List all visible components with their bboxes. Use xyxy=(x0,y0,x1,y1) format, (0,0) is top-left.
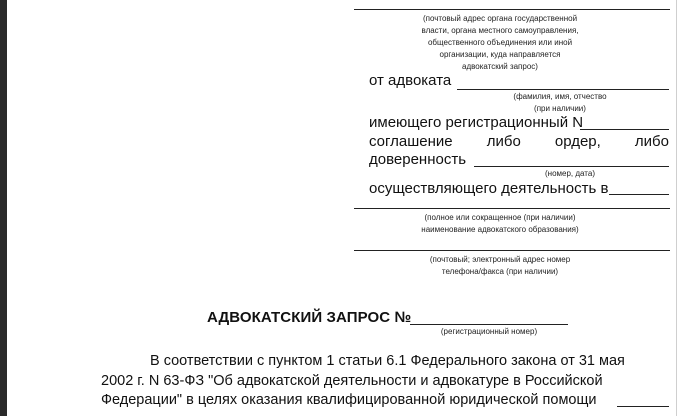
lawyer-name-line[interactable] xyxy=(457,89,669,90)
document-number-line[interactable] xyxy=(474,166,669,167)
organization-caption: (полное или сокращенное (при наличии) наименование адвокатского образования) xyxy=(421,213,579,234)
registration-number-line[interactable] xyxy=(580,129,669,130)
page-edge-left xyxy=(0,0,7,416)
body-line-2: 2002 г. N 63-ФЗ "Об адвокатской деятельности и адвокатуре в Российской xyxy=(101,373,603,389)
from-lawyer-label: от адвоката xyxy=(369,72,452,89)
request-number-line[interactable] xyxy=(410,324,568,325)
reg-number-caption: (регистрационный номер) xyxy=(440,327,538,336)
practicing-label: осуществляющего деятельность в xyxy=(369,180,609,197)
contacts-line[interactable] xyxy=(354,250,670,251)
document-title: АДВОКАТСКИЙ ЗАПРОС № xyxy=(207,309,412,326)
number-date-caption: (номер, дата) xyxy=(544,169,595,178)
agreement-line: соглашение либо ордер, либо xyxy=(369,133,669,150)
fio-caption: (фамилия, имя, отчество (при наличии) xyxy=(513,92,607,113)
addressee-line[interactable] xyxy=(354,9,670,10)
addressee-caption: (почтовый адрес органа государственной власти, органа местного самоуправления, общественного объединения или иной организации, куда направляется адвокатский запрос) xyxy=(421,14,579,71)
contacts-caption: (почтовый; электронный адрес номер телефона/факса (при наличии) xyxy=(429,255,571,276)
organization-line[interactable] xyxy=(354,208,670,209)
body-fill-line[interactable] xyxy=(617,406,669,407)
power-of-attorney-label: доверенность xyxy=(369,151,467,168)
page-edge-right xyxy=(676,0,677,416)
registered-label: имеющего регистрационный N xyxy=(369,114,584,131)
body-line-3: Федерации" в целях оказания квалифицированной юридической помощи xyxy=(101,392,597,408)
practicing-line[interactable] xyxy=(609,194,669,195)
body-line-1: В соответствии с пунктом 1 статьи 6.1 Федерального закона от 31 мая xyxy=(150,353,625,369)
